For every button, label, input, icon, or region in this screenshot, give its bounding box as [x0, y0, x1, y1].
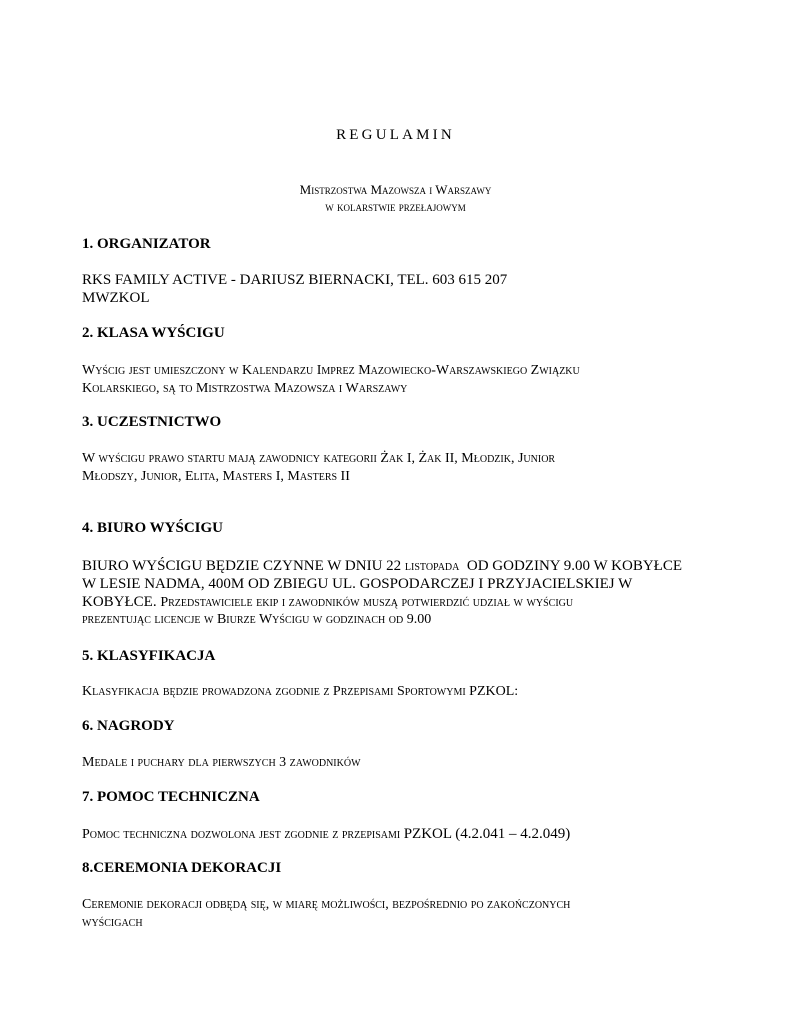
section-2-line-2: Kolarskiego, są to Mistrzostwa Mazowsza i Warszawy — [82, 381, 408, 396]
section-6-line-1: Medale i puchary dla pierwszych 3 zawodników — [82, 755, 361, 770]
section-4-line-3-part-a: KOBYŁCE. — [82, 594, 161, 610]
document-subtitle-line-2: w kolarstwie przełajowym — [325, 199, 466, 214]
section-5-heading: 5. KLASYFIKACJA — [82, 648, 216, 664]
section-7-line-1-part-a: Pomoc techniczna dozwolona jest zgodnie z przepisami — [82, 827, 404, 842]
document-title: REGULAMIN — [336, 127, 455, 143]
section-3-line-1: W wyścigu prawo startu mają zawodnicy kategorii Żak I, Żak II, Młodzik, Junior — [82, 451, 556, 466]
document-subtitle-line-1: Mistrzostwa Mazowsza i Warszawy — [299, 182, 492, 197]
section-4-heading: 4. BIURO WYŚCIGU — [82, 520, 223, 536]
section-4-line-3-part-b: Przedstawiciele ekip i zawodników muszą potwierdzić udział w wyścigu — [160, 595, 574, 610]
section-3-heading: 3. UCZESTNICTWO — [82, 414, 222, 430]
section-8-line-2: wyścigach — [82, 915, 143, 930]
section-3-line-2: Młodszy, Junior, Elita, Masters I, Masters II — [82, 469, 350, 484]
section-4-line-3 — [82, 593, 573, 612]
section-7-heading: 7. POMOC TECHNICZNA — [82, 789, 260, 805]
section-4-line-4: prezentując licencje w Biurze Wyścigu w godzinach od 9.00 — [82, 612, 432, 627]
section-4-line-1-part-a: BIURO WYŚCIGU BĘDZIE CZYNNE W DNIU 22 — [82, 558, 405, 574]
section-4-line-1 — [82, 557, 682, 576]
section-1-line-1: RKS FAMILY ACTIVE - DARIUSZ BIERNACKI, TEL. 603 615 207 — [82, 272, 508, 288]
section-1-heading: 1. ORGANIZATOR — [82, 236, 211, 252]
section-2-line-1: Wyścig jest umieszczony w Kalendarzu Imprez Mazowiecko-Warszawskiego Związku — [82, 363, 580, 378]
section-7-line-1-part-b: PZKOL (4.2.041 – 4.2.049) — [403, 826, 571, 842]
section-8-heading: 8.CEREMONIA DEKORACJI — [82, 860, 282, 876]
section-2-heading: 2. KLASA WYŚCIGU — [82, 325, 225, 341]
section-4-line-2: W LESIE NADMA, 400M OD ZBIEGU UL. GOSPODARCZEJ I PRZYJACIELSKIEJ W — [82, 576, 633, 592]
section-8-line-1: Ceremonie dekoracji odbędą się, w miarę możliwości, bezpośrednio po zakończonych — [82, 897, 571, 912]
section-4-line-1-part-b: listopada — [404, 559, 460, 574]
section-4-line-1-part-c: OD GODZINY 9.00 W KOBYŁCE — [459, 558, 683, 574]
section-6-heading: 6. NAGRODY — [82, 718, 175, 734]
section-1-line-2: MWZKOL — [82, 290, 150, 306]
section-7-line-1 — [82, 825, 570, 844]
section-5-line-1: Klasyfikacja będzie prowadzona zgodnie z Przepisami Sportowymi PZKOL: — [82, 684, 519, 699]
